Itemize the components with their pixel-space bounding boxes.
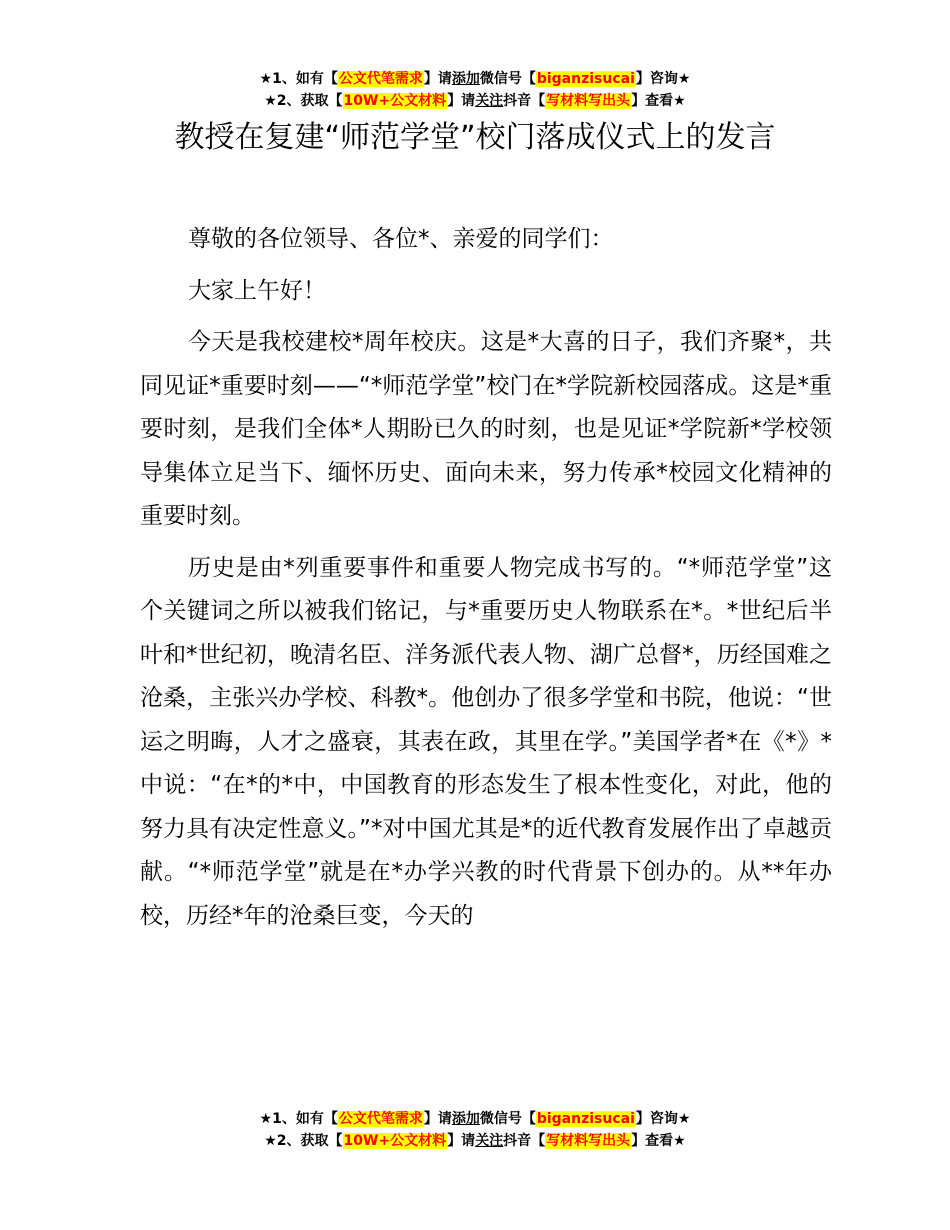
banner-line-2: ★2、获取【10W+公文材料】请关注抖音【写材料写出头】查看★ — [264, 1133, 686, 1149]
highlight-douyin: 写材料写出头 — [546, 93, 631, 109]
highlight-wechat-id: biganzisucai — [536, 71, 635, 87]
paragraph: 历史是由*列重要事件和重要人物完成书写的。“*师范学堂”这个关键词之所以被我们铭记，与*重要历史人物联系在*。*世纪后半叶和*世纪初，晚清名臣、洋务派代表人物、湖广总督*，历经国难之沧桑，主张兴办学校、科教*。他创办了很多学堂和书院，他说：“世运之明晦，人才之盛衰，其表在政，其里在学。”美国学者*在《*》*中说：“在*的*中，中国教育的形态发生了根本性变化，对此，他的努力具有决定性意义。”*对中国尤其是*的近代教育发展作出了卓越贡献。“*师范学堂”就是在*办学兴教的时代背景下创办的。从**年办校，历经*年的沧桑巨变，今天的 — [140, 554, 832, 929]
document-body — [140, 218, 832, 946]
paragraph: 今天是我校建校*周年校庆。这是*大喜的日子，我们齐聚*，共同见证*重要时刻——“*师范学堂”校门在*学院新校园落成。这是*重要时刻，是我们全体*人期盼已久的时刻，也是见证*学院新*学校领导集体立足当下、缅怀历史、面向未来，努力传承*校园文化精神的重要时刻。 — [140, 329, 832, 529]
greeting: 大家上午好！ — [188, 277, 326, 304]
footer-banner — [0, 1108, 950, 1152]
highlight-service: 公文代笔需求 — [338, 1111, 423, 1127]
highlight-materials: 10W+公文材料 — [343, 93, 447, 109]
banner-line-1: ★1、如有【公文代笔需求】请添加微信号【biganzisucai】咨询★ — [259, 71, 691, 87]
document-title: 教授在复建“师范学堂”校门落成仪式上的发言 — [174, 120, 776, 155]
highlight-wechat-id: biganzisucai — [536, 1111, 635, 1127]
header-banner — [0, 68, 950, 112]
highlight-douyin: 写材料写出头 — [546, 1133, 631, 1149]
banner-line-1: ★1、如有【公文代笔需求】请添加微信号【biganzisucai】咨询★ — [259, 1111, 691, 1127]
highlight-materials: 10W+公文材料 — [343, 1133, 447, 1149]
salutation: 尊敬的各位领导、各位*、亲爱的同学们： — [188, 226, 614, 252]
banner-line-2: ★2、获取【10W+公文材料】请关注抖音【写材料写出头】查看★ — [264, 93, 686, 109]
highlight-service: 公文代笔需求 — [338, 71, 423, 87]
